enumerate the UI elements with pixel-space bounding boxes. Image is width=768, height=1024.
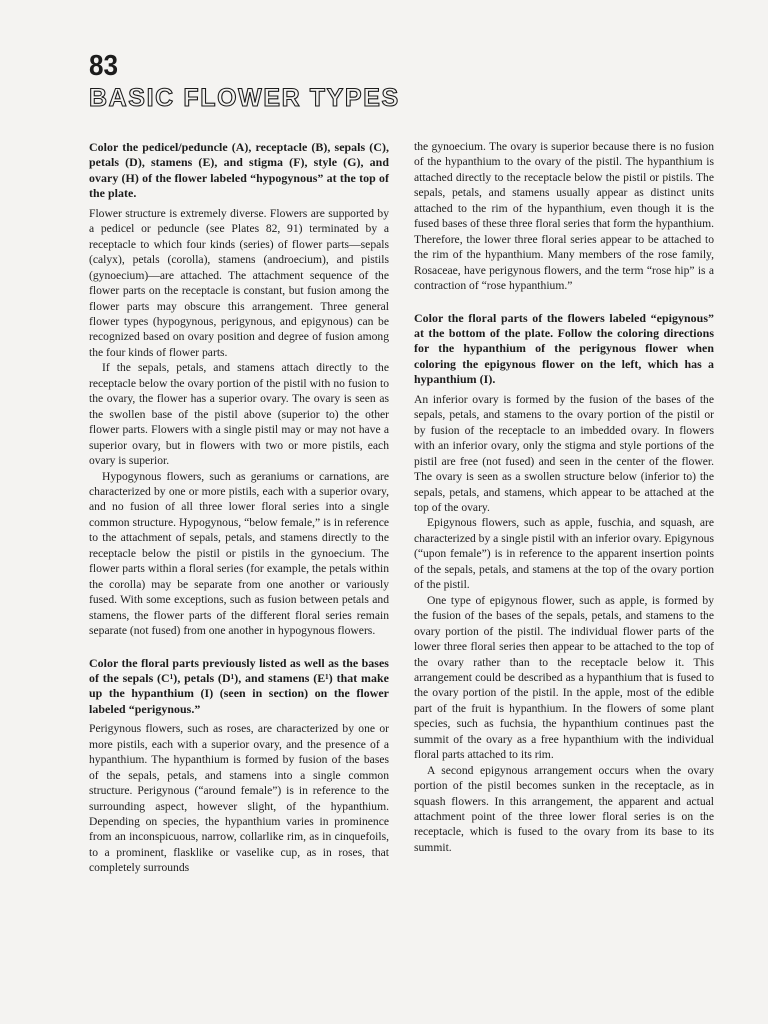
coloring-instruction-epigynous: Color the floral parts of the flowers labeled “epigynous” at the bottom of the plate. Follow the coloring directions for the hypanthium of the perigynous flower when coloring the epigynous flower on the left, which has a hypanthium (I).: [414, 310, 714, 387]
paragraph-superior-ovary: If the sepals, petals, and stamens attach directly to the receptacle below the ovary portion of the pistil with no fusion to the ovary, the flower has a superior ovary. The ovary is seen as the swollen base of the pistil above (superior to) the other flower parts. Flowers with a single pistil may or may not have a superior ovary, but in flowers with two or more pistils, each ovary is superior.: [89, 361, 389, 468]
plate-number: 83: [89, 50, 119, 82]
paragraph-flower-structure: Flower structure is extremely diverse. Flowers are supported by a pedicel or peduncle (see Plates 82, 91) terminated by a receptacle to which four kinds (series) of flower parts—sepals (calyx), petals (corolla), stamens (androecium), and pistils (gynoecium)—are attached. The attachment sequence of the flower parts on the receptacle is constant, but fusion among the flower parts may obscure this arrangement. Three general flower types (hypogynous, perigynous, and epigynous) can be recognized based on ovary position and degree of fusion among the four kinds of flower parts.: [89, 206, 389, 359]
page-title: BASIC FLOWER TYPES: [89, 84, 400, 112]
paragraph-squash-epigynous: A second epigynous arrangement occurs when the ovary portion of the pistil becomes sunken in the receptacle, as in squash flowers. In this arrangement, the apparent and actual attachment point of the three lower floral series is on the receptacle, which is fused to the ovary from its base to its summit.: [414, 763, 714, 854]
paragraph-apple-epigynous: One type of epigynous flower, such as apple, is formed by the fusion of the bases of the sepals, petals, and stamens to the ovary portion of the pistil. The individual flower parts of the lower three floral series then appear to be attached to the top of the ovary rather than to the receptacle below it. This arrangement could be described as a hypanthium that is fused to the ovary portion of the pistil. In the apple, most of the edible part of the fruit is hypanthium. In the flowers of some plant species, such as fuchsia, the hypanthium continues past the summit of the ovary as a free hypanthium with the individual floral parts attached to its rim.: [414, 593, 714, 762]
paragraph-perigynous-flowers: Perigynous flowers, such as roses, are characterized by one or more pistils, each with a superior ovary, and the presence of a hypanthium. The hypanthium is formed by fusion of the bases of the sepals, petals, and stamens into a single common structure. Perigynous (“around female”) is in reference to the surrounding aspect, however slight, of the hypanthium. Depending on species, the hypanthium varies in prominence from an inconspicuous, narrow, collarlike rim, as in cinquefoils, to a prominent, flasklike or vaselike cup, as in roses, that completely surrounds: [89, 722, 389, 875]
coloring-instruction-perigynous: Color the floral parts previously listed as well as the bases of the sepals (C¹), petals (D¹), and stamens (E¹) that make up the hypanthium (I) (seen in section) on the flower labeled “perigynous.”: [89, 655, 389, 716]
right-column: [414, 139, 714, 855]
paragraph-hypogynous-flowers: Hypogynous flowers, such as geraniums or carnations, are characterized by one or more pistils, each with a superior ovary, and no fusion of all three lower floral series into a single common structure. Hypogynous, “below female,” is in reference to the attachment of sepals, petals, and stamens directly to the receptacle below the pistil or pistils in the gynoecium. The flower parts within a floral series (for example, the petals within the corolla) may be separate from one another or variously fused. With some exceptions, such as fusion between petals and stamens, the flower parts of the different floral series remain separate (not fused) from one another in hypogynous flowers.: [89, 469, 389, 638]
left-column: [89, 140, 389, 876]
paragraph-hypanthium: the gynoecium. The ovary is superior because there is no fusion of the hypanthium to the ovary of the pistil. The hypanthium is attached directly to the receptacle below the pistil or pistils. The sepals, petals, and stamens usually appear as distinct units attached to the rim of the hypanthium, even though it is the fused bases of these three floral series that form the hypanthium. Therefore, the lower three floral series appear to be attached to the rim of the hypanthium. Many members of the rose family, Rosaceae, have perigynous flowers, and the term “rose hip” is a contraction of “rose hypanthium.”: [414, 140, 714, 293]
paragraph-epigynous-flowers: Epigynous flowers, such as apple, fuschia, and squash, are characterized by a single pistil with an inferior ovary. Epigynous (“upon female”) is in reference to the apparent insertion points of the sepals, petals, and stamens at the top of the ovary portion of the pistil.: [414, 516, 714, 592]
paragraph-inferior-ovary: An inferior ovary is formed by the fusion of the bases of the sepals, petals, and stamens to the ovary portion of the pistil or by fusion of the receptacle to an imbedded ovary. In flowers with an inferior ovary, only the stigma and style portions of the pistil are free (not fused) and seen in the center of the flower. The ovary is seen as a swollen structure below (inferior to) the sepals, petals, and stamens, which appear to be attached at the top of the ovary.: [414, 392, 714, 514]
coloring-instruction-hypogynous: Color the pedicel/peduncle (A), receptacle (B), sepals (C), petals (D), stamens (E), and stigma (F), style (G), and ovary (H) of the flower labeled “hypogynous” at the top of the plate.: [89, 140, 389, 201]
